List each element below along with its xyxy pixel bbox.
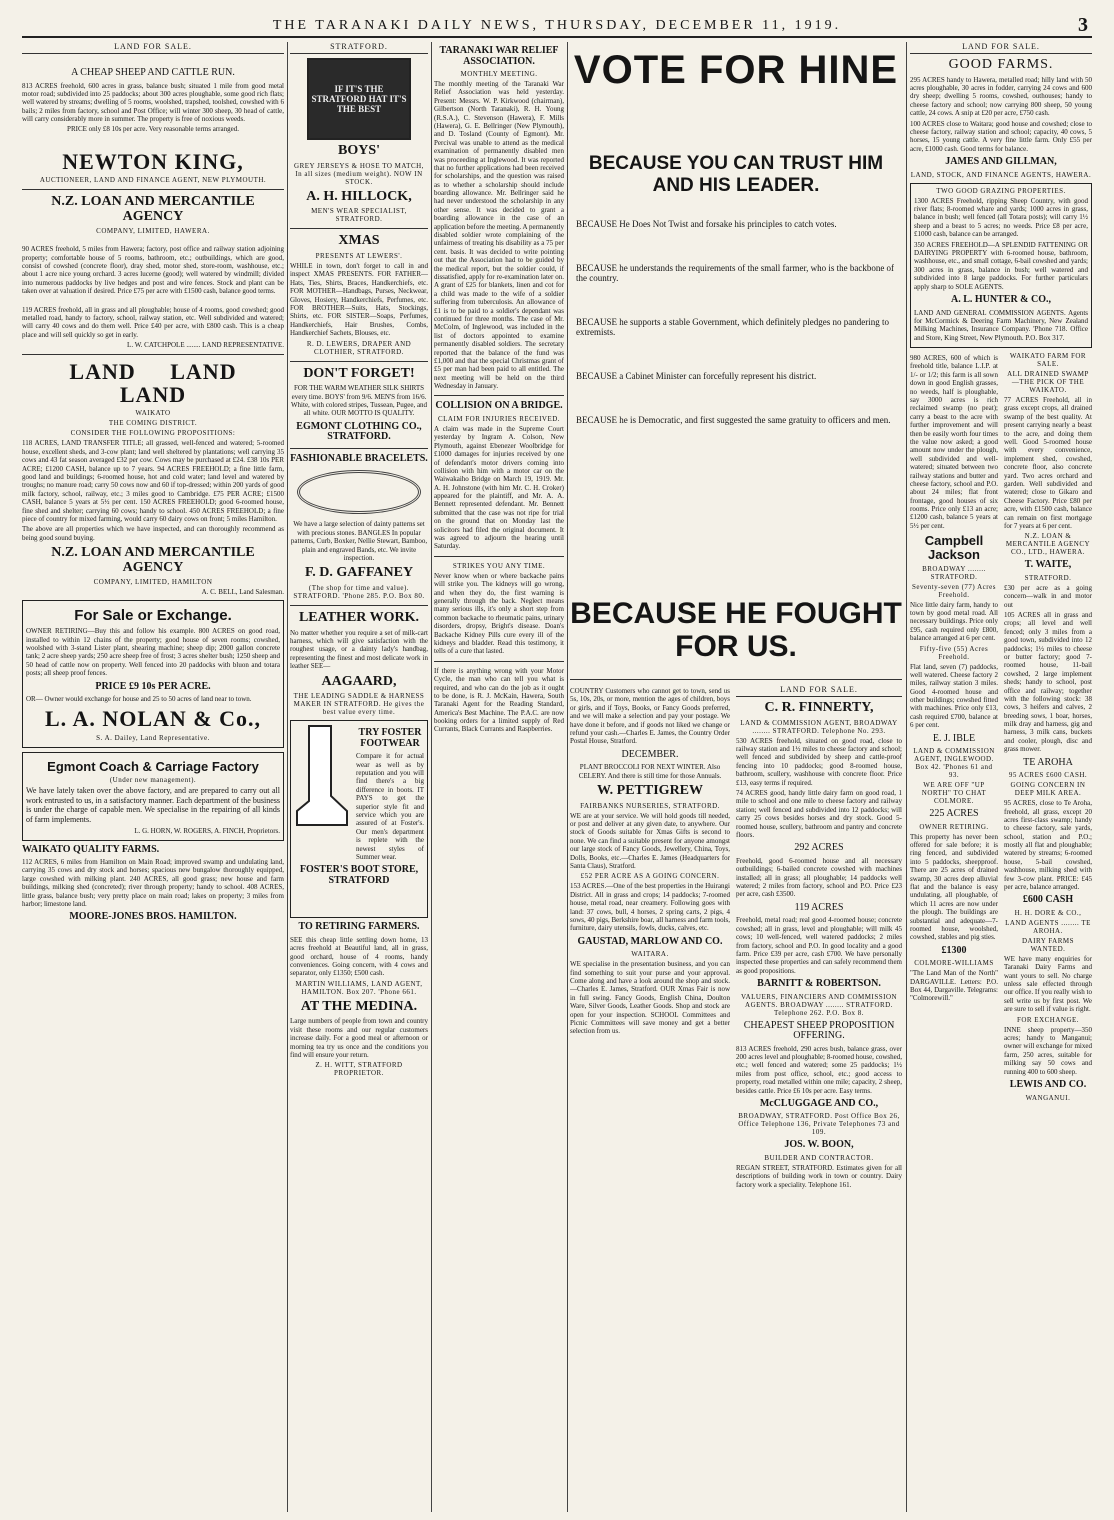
agent-name: T. WAITE, [1024,559,1072,571]
article-body: Never know when or where backache pains will strike you. The kidneys will go wrong, and when they do, the first warning is generally through the back. Neglect means many serious ills, it's only a short step from common backache to rheumatic pains, urinary disorders, dropsy, Bright's disease. Doan's Backache Kidney Pills cure every ill of the kidneys and bladder. Read this testimony, it tells of a cure that lasted. [434,571,564,656]
ad-subheading: 95 ACRES £600 CASH. [1008,771,1088,780]
ad-body: 112 ACRES, 6 miles from Hamilton on Main Road; improved swamp and undulating land, carrying 35 cows and dry stock and horses; spacious new bungalow thoroughly equipped, large cowshed with milking plant. 240 ACRES, all good grass; new house and farm buildings, milking shed (concreted); river through property; handy to school. 408 ACRES, little grass, balance bush; very pretty place on main road; lakes on property; 3 miles from harbor; limestone land. [22,858,284,909]
column-4-left [570,685,730,1038]
agent-subtitle: FAIRBANKS NURSERIES, STRATFORD. [580,801,720,810]
agent-subtitle: WAITARA. [631,950,669,959]
ad-heading: Fifty-five (55) Acres Freehold. [919,644,989,661]
ad-heading: Seventy-seven (77) Acres Freehold. [912,582,996,599]
agent-name: E. J. IBLE [932,732,976,744]
divider [22,189,284,190]
agent-subtitle: BROADWAY, STRATFORD. Post Office Box 26, Office Telephone 136, Private Telephones 73 and 109. [738,1112,900,1137]
agent-name: FOSTER'S BOOT STORE, STRATFORD [299,864,419,886]
agent-name: BARNITT & ROBERTSON. [757,978,881,990]
vote-headline: VOTE FOR HINE [573,48,899,92]
ad-heading: A CHEAP SHEEP AND CATTLE RUN. [71,67,235,78]
agent-subtitle: THE LEADING SADDLE & HARNESS MAKER IN STRATFORD. He gives the best value every time. [293,692,425,717]
ad-heading: WAIKATO FARM FOR SALE. [1009,352,1087,369]
article-body: The monthly meeting of the Taranaki War Relief Association was held yesterday. Present: Messrs. W. P. Kirkwood (chairman), Gilbertson (North Taranaki), R. H. Young (R.S.A.), C. Stevenson (Hawera), F. Mills (Hawera), G. E. Bellringer (New Plymouth), and D. Tosland (County of Egmont). Mr. Percival was unable to attend as the medical examination of permanently disabled men was proceeding at Inglewood. It was reported that no further applications had been received for scholarships, and the question was raised as to whether a scholarship should include boarding allowance. Mr. Bellringer said he had never understood the scholarship in any other sense. It was decided to grant a boarding allowance in the case of an application before the meeting. A permanently disabled soldier wrote complaining of the unfairness of treating his disability as a 75 per cent. basis. It was decided to write pointing out that the Association had to be guided by the medical report, but the soldier could, if dissatisfied, apply for re-examination later on. A grant of £25 for blankets, linen and cot for a child was made to the wife of a soldier suffering from tuberculosis. An allowance of £1 is to be paid to a soldier's dependant was continued for three months. The case of Mr. McColm, of Inglewood, was included in the list of doctors appointed to examine permanently disabled soldiers. The secretary reported that the balance of the fund was £1,000 and that the special Christmas grant of £5 per man had been paid to all entitled. The next meeting will be held on the third Wednesday in January. [434,80,564,391]
ad-body: We have a large selection of dainty patterns set with precious stones. BANGLES In popular patterns, Curb, Boxker, Nellie Stewart, Bamboo, plain and engraved Bands, etc. We invite inspection. [290,520,428,562]
ad-body: SEE this cheap little settling down home, 13 acres freehold at Beautiful land, all in grass, good orchard, house of 4 rooms, handy conveniences. Going concern, with 4 cows and separator, only £1350; £500 cash. [290,935,428,978]
ad-note: The above are all properties which we have inspected, and can thoroughly recommend as being good sound buying. [22,525,284,542]
ad-heading: TRY FOSTER FOOTWEAR [358,727,422,749]
ad-body: Freehold, good 6-roomed house and all necessary outbuildings; 6-bailed concrete cowshed with machines installed; all in grass; all ploughable; 14 paddocks well watered; 2 miles from factory, school and P.O. Price £23 per acre, cash £3500. [736,856,902,899]
article-headline: TARANAKI WAR RELIEF ASSOCIATION. [439,45,559,67]
article-subheading: STRIKES YOU ANY TIME. [452,561,546,570]
hine-election-ad [570,42,902,577]
logo-text: IF IT'S THE STRATFORD HAT IT'S THE BEST [311,84,407,114]
column-1 [22,42,284,1512]
ad-heading: CHEAPEST SHEEP PROPOSITION OFFERING. [743,1019,895,1042]
boot-illustration [291,721,351,831]
land-subheading: CONSIDER THE FOLLOWING PROPOSITIONS: [70,429,236,438]
agent-subtitle: BROADWAY ........ STRATFORD. [922,564,986,581]
ad-price: PRICE only £8 10s per acre. Very reasonable terms arranged. [67,125,239,134]
land-subheading: THE COMING DISTRICT. [108,419,198,428]
agent-subtitle: COMPANY, LIMITED, HAWERA. [96,227,210,236]
agent-name: JOS. W. BOON, [784,1139,854,1151]
ad-body: No matter whether you require a set of milk-cart harness, which will give satisfaction with the roughest usage, or a dainty lady's handbag, representing the finest and most delicate work in leather SEE— [290,628,428,671]
divider [22,354,284,355]
ad-body: 100 ACRES close to Waitara; good house and cowshed; close to cheese factory, railway station and school; capacity, 40 cows, 5 horses, 15 young cattle. A very fine little farm. Only £55 per acre, £1000 cash. Good terms for balance. [910,119,1092,153]
ad-body: WHILE in town, don't forget to call in and inspect XMAS PRESENTS. FOR FATHER—Hats, Ties, Shirts, Braces, Handkerchiefs, etc. FOR MOTHER—Handbags, Purses, Neckwear, Gloves, Hosiery, Handkerchiefs, Perfumes, etc. FOR BROTHER—Suits, Hats, Stockings, Shirts, etc. FOR SISTER—Soaps, Perfumes, Handkerchiefs, Hair Brushes, Combs, Handkerchief Sachets, Blouses, etc. [290,262,428,338]
agent-subtitle: S. A. Dailey, Land Representative. [96,733,210,742]
ad-heading: Egmont Coach & Carriage Factory [47,758,259,774]
article-headline: COLLISION ON A BRIDGE. [435,400,563,412]
ad-subheading: GREY JERSEYS & HOSE TO MATCH, In all sizes (medium weight). NOW IN STOCK. [294,161,424,186]
divider [290,361,428,362]
agent-subtitle: BUILDER AND CONTRACTOR. [764,1153,874,1162]
ad-body: This property has never been offered for sale before; it is ring fenced, and subdivided into 5 paddocks, sheepproof. There are 25 acres of drained swamp, 30 acres deep alluvial flat and the balance is easy undulating, all ploughable, of which 11 acres are now under the plough. The buildings are substantial and adequate—7-roomed house, woolshed, cowshed, stables and pig sties. [910,832,998,942]
ad-signature: L. G. HORN, W. ROGERS, A. FINCH, Proprietors. [134,826,280,835]
column-4 [570,42,902,1512]
ad-box [22,600,284,747]
ad-price: PRICE £9 10s PER ACRE. [95,680,211,692]
ad-heading: AT THE MEDINA. [300,998,418,1014]
ad-signature: MARTIN WILLIAMS, LAND AGENT, HAMILTON. Box 207. 'Phone 661. [295,979,423,996]
column-3 [434,42,564,1512]
column-rule [431,42,432,1512]
ad-heading: 292 ACRES [794,842,844,854]
agent-name: NEWTON KING, [62,148,244,174]
ad-body: WE are at your service. We will hold goods till needed, or post and deliver at any given date, to anywhere. Our stock of Goods suitable for Xmas Gifts is second to none. We can find a suitable present for anyone amongst our large stock of Fancy Goods, Jewellery, China, Toys, Dolls, Books, etc.—Charles E. James (Headquarters for Santa Claus), Stratford. [570,811,730,871]
because-line: BECAUSE he supports a stable Government, which definitely pledges no pandering to extremists. [576,316,889,337]
agent-subtitle: LAND AGENTS ........ TE AROHA. [1005,918,1091,935]
section-heading: LAND FOR SALE. [910,42,1092,54]
ad-body: 153 ACRES.—One of the best properties in the Huirangi District. All in grass and crops; 14 paddocks; 7-roomed house, metal road, near creamery. Following goes with land: 37 cows, bull, 4 horses, 2 spring carts, 2 pigs, 4 sows, 40 pigs, Berkshire boar, all harness and farm tools, furniture, dairy utensils, fowls, ducks, calves, etc. [570,882,730,933]
agent-name: L. A. NOLAN & Co., [44,706,261,732]
ad-signature: A. C. BELL, Land Salesman. [201,588,284,597]
ad-body: Flat land, seven (7) paddocks, well watered. Cheese factory 2 miles, railway station 3 miles. Good 4-roomed house and other buildings; cowshed fitted with machines. Price only £13, cash required £700, balance at 6 per cent. [910,662,998,730]
article-body: If there is anything wrong with your Motor Cycle, the man who can tell you what is required, and who can do the job as it ought to be done, is R. J. McKain, Hawera, South Taranaki Agent for the Reading Standard, America's Best Machine. The P.A.C. are now booking orders for a limited supply of Red Currants, Black Currants and Raspberries. [434,666,564,734]
ad-note: £30 per acre as a going concern—walk in and motor out [1004,583,1092,609]
column-rule [567,42,568,1512]
ad-heading: TO RETIRING FARMERS. [298,921,420,933]
ad-body: We have lately taken over the above factory, and are prepared to carry out all work entrusted to us, in a satisfactory manner. Each department of the business is under the charge of capable men. We specialise in the repairing of all kinds of farm implements. [26,786,280,824]
ad-heading: XMAS [338,233,380,249]
agent-subtitle: LAND, STOCK, AND FINANCE AGENTS, HAWERA. [910,170,1092,179]
ad-body: WE specialise in the presentation business, and you can find something to suit your purse and your approval. Come along and have a look around the shop and stock.—Charles E. James, Stratford. OUR Xmas Fair is now in full swing. Fancy Goods, English China, Doulton Ware, Silver Goods, Leather Goods. Shop and stock are open for your inspection. SCHOOL Committees and Picnic Committees will save money and get a better selection from us. [570,960,730,1036]
trust-headline: BECAUSE YOU CAN TRUST HIM AND HIS LEADER. [588,153,884,196]
divider [434,556,564,557]
ad-price: £600 CASH [1022,894,1074,906]
masthead-title: THE TARANAKI DAILY NEWS, THURSDAY, DECEMBER 11, 1919. [272,18,842,33]
agent-name: COLMORE-WILLIAMS [914,959,994,968]
agent-name: GAUSTAD, MARLOW AND CO. [577,935,723,947]
agent-name: EGMONT CLOTHING CO., STRATFORD. [296,420,422,443]
ad-heading: 119 ACRES [794,901,844,913]
ad-heading: TE AROHA [1023,756,1073,768]
because-line: BECAUSE he is Democratic, and first suggested the same gratuity to officers and men. [576,414,891,425]
divider [434,395,564,396]
column-5 [910,42,1092,1512]
ad-signature: L. W. CATCHPOLE ........ LAND REPRESENTATIVE. [127,341,284,350]
ad-subheading: (Under new management). [109,776,197,785]
masthead [22,14,1092,38]
ad-body: 90 ACRES freehold, 5 miles from Hawera; factory, post office and railway station adjoining property; comfortable house of 5 rooms, bathroom, etc.; outbuildings, which are good, consist of cowshed (concrete floor), dray shed, motor shed, store-room, washhouse, etc.; about 1 acre nice young orchard. 3 acres lucerne (good); well watered by windmill; divided into numerous paddocks by live hedges and post and wire fences. Stock and plant can be taken over at valuation if desired. Price £75 per acre with £1500 cash, balance good terms. [22,245,284,296]
ad-body: Freehold, metal road; real good 4-roomed house; concrete cowshed; all in grass, level and ploughable; will milk 45 cows; 10 well-fenced, well watered paddocks; 2 miles from factory, school and P.O. In good locality and a good farm. Price £39 per acre, cash £700. We have personally inspected these properties and can safely recommend them as good propositions. [736,916,902,975]
ad-body: 350 ACRES FREEHOLD—A SPLENDID FATTENING OR DAIRYING PROPERTY with 6-roomed house, bathroom, washhouse, etc., and small cottage, 6-bail cowshed and yards; 300 acres in grass, balance in bush; well watered and subdivided into 8 large paddocks. For further particulars apply sharp to SOLE AGENTS. [914,240,1088,291]
ad-subheading: OWNER RETIRING. [919,822,989,831]
agent-name: H. H. DORE & CO., [1014,908,1082,917]
ad-body: Nice little dairy farm, handy to town by good metal road. All necessary buildings. Price only £95, cash required only £800, balance arranged at 6 per cent. [910,600,998,643]
ad-heading: TWO GOOD GRAZING PROPERTIES. [936,186,1066,195]
agent-subtitle: LAND AND GENERAL COMMISSION AGENTS. Agents for McCormick & Deering Farm Machinery, New Zealand Milking Machines, Insurance Company. 'Phone 718. Office and Store, King Street, New Plymouth. P.O. Box 317. [914,308,1088,342]
ad-box [910,183,1092,348]
ad-heading: LEATHER WORK. [298,609,420,625]
ad-heading: DAIRY FARMS WANTED. [1022,936,1074,953]
column-4-right [736,685,902,1191]
agent-name: MOORE-JONES BROS. HAMILTON. [69,911,237,923]
agent-subtitle: STRATFORD. [1024,573,1072,582]
ad-body: 530 ACRES freehold, situated on good road, close to railway station and 1½ miles to cheese factory and school; well fenced and subdivided by sheep and cattle-proof fencing into 10 paddocks; good 8-roomed house, bathroom, scullery, washhouse with concrete floor. Price £13, easy terms if required. [736,736,902,787]
ad-signature: R. D. LEWERS, DRAPER AND CLOTHIER, STRATFORD. [306,339,412,356]
bracelet-illustration [297,470,421,514]
section-heading: LAND FOR SALE. [736,685,902,697]
ad-subheading: £52 PER ACRE AS A GOING CONCERN. [580,872,720,881]
ad-body: REGAN STREET, STRATFORD. Estimates given for all descriptions of building work in town or country. Dairy factory work a speciality. Telephone 161. [736,1163,902,1189]
because-line: BECAUSE a Cabinet Minister can forcefully represent his district. [576,370,817,381]
column-5-right [1004,352,1092,1103]
ad-heading: DON'T FORGET! [303,365,415,381]
article-subheading: CLAIM FOR INJURIES RECEIVED. [437,414,561,423]
ad-heading: WE ARE OFF "UP NORTH" TO CHAT COLMORE. [921,781,987,806]
fought-headline: BECAUSE HE FOUGHT FOR US. [570,597,902,663]
ad-body: 95 ACRES, close to Te Aroha, freehold, all grass, except 20 acres first-class swamp; handy to cheese factory, sale yards, school, station and P.O.; mostly all flat and ploughable; watered by streams; 6-roomed house, 5-bail cowshed, washhouse, milking shed with few 3-cow plant. PRICE: £45 per acre, balance arranged. [1004,799,1092,892]
ad-heading: For Sale or Exchange. [74,607,232,625]
ad-heading: FASHIONABLE BRACELETS. [290,452,428,464]
ad-heading: 225 ACRES [929,808,979,820]
agent-subtitle: LAND & COMMISSION AGENT, BROADWAY ........ STRATFORD. Telephone No. 293. [740,718,898,735]
ad-body: WE have many enquiries for Taranaki Dairy Farms and want yours to sell. No charge unless sale effected through our office. If you really wish to sell write us by first post. We are sure to sell if value is right. [1004,954,1092,1014]
ad-body: Large numbers of people from town and country visit these rooms and our regular customers increase daily. For a good meal or afternoon or morning tea try us once and the conditions you find will ensure your return. [290,1017,428,1059]
ad-heading: FOR EXCHANGE. [1016,1015,1080,1024]
divider [290,228,428,229]
column-5-left [910,352,998,1005]
column-rule [906,42,907,1512]
agent-name: LEWIS AND CO. [1009,1079,1087,1090]
column-5-lower [910,352,1092,1442]
ad-body: 119 ACRES freehold, all in grass and all ploughable; house of 4 rooms, good cowshed; good metalled road, handy to factory, school, railway station, etc. Well subdivided and watered; will carry 40 cows and do them well. Price £40 per acre, with £800 cash. This is a cheap place and will sell quickly so get in early. [22,305,284,339]
ad-body: FOR THE WARM WEATHER SILK SHIRTS every time. BOYS' from 9/6. MEN'S from 16/6. White, with colored stripes, Tussean, Pugee, and all white. OUR MOTTO IS QUALITY. [290,384,428,418]
column-2 [290,42,428,1512]
divider [570,679,902,680]
divider [290,448,428,449]
agent-name: N.Z. LOAN AND MERCANTILE AGENCY [51,545,255,575]
divider [434,661,564,662]
ad-body: INNE sheep property—350 acres; handy to Manganui; owner will exchange for mixed farm, 250 acres, suitable for milking say 50 cows and running 400 to 600 sheep. [1004,1025,1092,1076]
ad-body: 980 ACRES, 600 of which is freehold title, balance L.I.P. at 1/- or 1/2; this farm is all sown down in good English grasses, no weeds, half is ploughable, say 3000 acres is rich reclaimed swamp (no peat); carry a beast to the acre with further improvement and will then be easily worth four times the value now asked; a good amount now under the plough, well subdivided and well-watered; situated between two railway stations and butter and cheese factory, school and P.O. about 24 miles; flat front frontage, good houses of six rooms. Price only £13 an acre; £1200 cash, balance 5 years at 5½ per cent. [910,354,998,530]
ad-price: £1300 [941,944,967,956]
ad-body: 1300 ACRES Freehold, ripping Sheep Country, with good river flats; 8-roomed whare and yards; 1000 acres in grass, balance in bush; well fenced (all Totara posts); will carry 1½ sheep and a beast to 5 acres; no weeds. Price £8 per acre, £1000 cash, balance can be arranged. [914,196,1088,239]
divider [290,605,428,606]
agent-name: Campbell Jackson [924,533,984,562]
agent-subtitle: LAND & COMMISSION AGENT, INGLEWOOD. Box 42. 'Phones 61 and 93. [913,747,995,780]
ad-subheading: ALL DRAINED SWAMP—THE PICK OF THE WAIKATO. [1007,370,1089,395]
page-number: 3 [1078,14,1088,36]
agent-name: JAMES AND GILLMAN, [945,156,1057,168]
stratford-hat-shield-logo [307,58,411,140]
agent-subtitle: "The Land Man of the North" DARGAVILLE. Letters: P.O. Box 44, Dargaville. Telegrams: "Colmorewill." [910,969,998,1003]
agent-subtitle: (The shop for time and value). STRATFORD. 'Phone 285. P.O. Box 80. [293,583,425,600]
agent-name: F. D. GAFFANEY [304,565,414,581]
ad-body: 813 ACRES freehold, 290 acres bush, balance grass, over 200 acres level and ploughable; 8-roomed house, cowshed, etc.; well fenced and watered; some 25 paddocks; 1½ miles from post office, school, etc.; good access to property, road metalled within one mile; capacity, 2 sheep, besides cattle. Price £6 10s per acre. Easy terms. [736,1044,902,1095]
agent-name: AAGAARD, [321,673,397,689]
land-heading: LAND LAND LAND [69,359,237,408]
ad-body: Compare it for actual wear as well as by reputation and you will find there's a big difference in boots. IT PAYS to get the superior style fit and service which you are assured of at Foster's. Our men's department is replete with the newest styles of Summer wear. [356,752,424,861]
agent-subtitle: COMPANY, LIMITED, HAMILTON [93,578,213,587]
ad-body: 77 ACRES Freehold, all in grass except crops, all drained swamp of the best quality. At present carrying nearly a beast to the acre, and doing them well. Good 5-roomed house with every convenience, implement shed, cowshed, concrete floor, also concrete yard. Two acres orchard and garden. Well subdivided and watered; close to Gikaro and Cheese Factory. Price £80 per acre, with £1500 cash, balance can remain on first mortgage for 7 years at 6 per cent. [1004,396,1092,530]
ad-body: COUNTRY Customers who cannot get to town, send us 5s, 10s, 20s, or more, mention the ages of children, boys or girls, and if Toys, Books, or Fancy Goods preferred, and we will make a selection and pay your postage. We have done it before, and if goods not liked we change or refund your cash.—Charles E. James, the Country Order Postal House, Stratford. [570,687,730,746]
ad-body: 74 ACRES good, handy little dairy farm on good road, 1 mile to school and one mile to cheese factory and railway station; well fenced and subdivided into 12 paddocks; will carry 25 cows besides horses and dry stock. Good 5-roomed house, scullery, bathroom and pantry and concrete floors. [736,789,902,839]
column-4-lower [570,685,902,1512]
ad-body: OR— Owner would exchange for house and 25 to 50 acres of land near to town. [26,695,252,704]
article-body: A claim was made in the Supreme Court yesterday by Ingram A. Colson, New Plymouth, against Ebenezer Woolbridge for £1000 damages for injuries received by one of defendant's motor drivers coming into collision with him with a motor car on the Waiwakaiho Bridge on March 19, 1919. Mr. A. H. Johnstone (with him Mr. C. H. Croker) appeared for the plaintiff, and Mr. A. A. Bennett represented defendant. Mr. Bennett submitted that the case was not ripe for trial on the ground that on Monday last the solicitors had filed the original document. It was agreed to adjourn the hearing until Saturday. [434,424,564,551]
ad-heading: DECEMBER. [621,748,679,760]
ad-body: OWNER RETIRING—Buy this and follow his example. 800 ACRES on good road, installed to within 12 chains of the property; good house of seven rooms; cowshed, woolshed with 3-stand Lister plant, shearing machine; sheep dip; 2000 gallon concrete tank; 2 acre sheep yards; 250 acre sheep free of frost; 3 acres shelter bush; 1250 sheep and 50 head of cattle now on property. Well fenced into 20 paddocks with bluon and totara posts; all sheep proof fences. [26,627,280,678]
agent-subtitle: WANGANUI. [1025,1093,1071,1102]
agent-name: N.Z. LOAN & MERCANTILE AGENCY CO., LTD., HAWERA. [1005,532,1091,557]
agent-name: A. H. HILLOCK, [306,188,412,204]
agent-name: W. PETTIGREW [596,783,704,799]
agent-name: McCLUGGAGE AND CO., [759,1097,879,1109]
article-subheading: MONTHLY MEETING. [460,70,538,78]
ad-body: 118 ACRES, LAND TRANSFER TITLE; all grassed, well-fenced and watered; 5-roomed house, excellent sheds, and 3-cow plant; land well sheltered by plantations; well carrying 35 cows and 43 fat season averaged £32 per cow. Cows may be purchased at £24. £38 10s PER ACRE; £1200 CASH, balance up to 7 years. 94 ACRES FREEHOLD; a fine little farm, good land and buildings; 6-roomed house, hot and cold water; land level and watered by troughs; no manure road; carry 50 cows now and 60 if top-dressed; within 200 yards of good milk factory, school, railway, etc.; 3 miles good to Cambridge. £75 PER ACRE; £1500 CASH, balance 5 years at 5½ per cent. 150 ACRES FREEHOLD; good 6-roomed house, fine shed and shelter; carrying 60 cows; handy to school. 450 ACRES FREEHOLD; a fine piece of country for mixed farming, would carry 60 dairy cows on front; 5 miles Hamilton. [22,439,284,523]
column-rule [287,42,288,1512]
land-subheading: WAIKATO [135,409,171,418]
ad-subheading: PRESENTS AT LEWERS'. [315,252,403,261]
ad-box [290,720,428,918]
section-heading: LAND FOR SALE. [22,42,284,54]
ad-heading: BOYS' [337,143,380,158]
ad-body: 813 ACRES freehold, 600 acres in grass, balance bush; situated 1 mile from good metal motor road; subdivided into 25 paddocks; about 300 acres ploughable, some good rich flats; well watered by streams; dwelling of 5 rooms, woolshed, trapshed, toolshed, cowshed with 6 bails; 2 miles from factory, school and Post Office; will winter 300 sheep, 30 head of cattle, will carry considerably more in summer. The property is free of noxious weeds. [22,81,284,124]
ad-body: 105 ACRES all in grass and crops; all level and well fenced; only 3 miles from a good town, subdivided into 12 paddocks; 1½ miles to cheese or butter factory; good 7-roomed house, 11-bail cowshed, 2 large implement sheds; handy to school, post office and railway; together with the following stock: 38 cows, 3 heifers and calves, 2 breeding sows, 1 boar, horses, milk dray and harness, gig and harness, 3 milk cans, buckets and cooler, plough, disc and grass mower. [1004,610,1092,754]
agent-subtitle: VALUERS, FINANCIERS AND COMMISSION AGENTS. BROADWAY ........ STRATFORD. Telephone 262. P.O. Box 8. [740,992,898,1017]
ad-body: 295 ACRES handy to Hawera, metalled road; hilly land with 50 acres ploughable, 30 acres in fodder, carrying 24 cows and 600 dry sheep; dwelling 5 rooms, cowshed, outhouses; handy to cheese factory and school; now carrying 800 sheep, 50 young cattle, 24 cows. A snip at £20 per acre, £750 cash. [910,75,1092,118]
because-line: BECAUSE he understands the requirements of the small farmer, who is the backbone of the country. [576,262,895,283]
agent-subtitle: AUCTIONEER, LAND AND FINANCE AGENT, NEW PLYMOUTH. [39,175,267,184]
section-heading: STRATFORD. [290,42,428,54]
ad-body: PLANT BROCCOLI FOR NEXT WINTER. Also CELERY. And there is still time for those Annuals. [578,763,722,780]
ad-heading: GOOD FARMS. [948,57,1054,72]
ad-box [22,752,284,841]
ad-heading: WAIKATO QUALITY FARMS. [22,843,160,855]
agent-name: A. L. HUNTER & CO., [950,294,1051,305]
ad-signature: Z. H. WITT, STRATFORD PROPRIETOR. [315,1061,403,1078]
agent-subtitle: MEN'S WEAR SPECIALIST, STRATFORD. [311,207,407,224]
agent-name: N.Z. LOAN AND MERCANTILE AGENCY [51,193,255,224]
because-line: BECAUSE He Does Not Twist and forsake his principles to catch votes. [576,218,837,229]
agent-name: C. R. FINNERTY, [764,700,874,715]
ad-subheading: GOING CONCERN IN DEEP MILK AREA. [1010,781,1086,798]
